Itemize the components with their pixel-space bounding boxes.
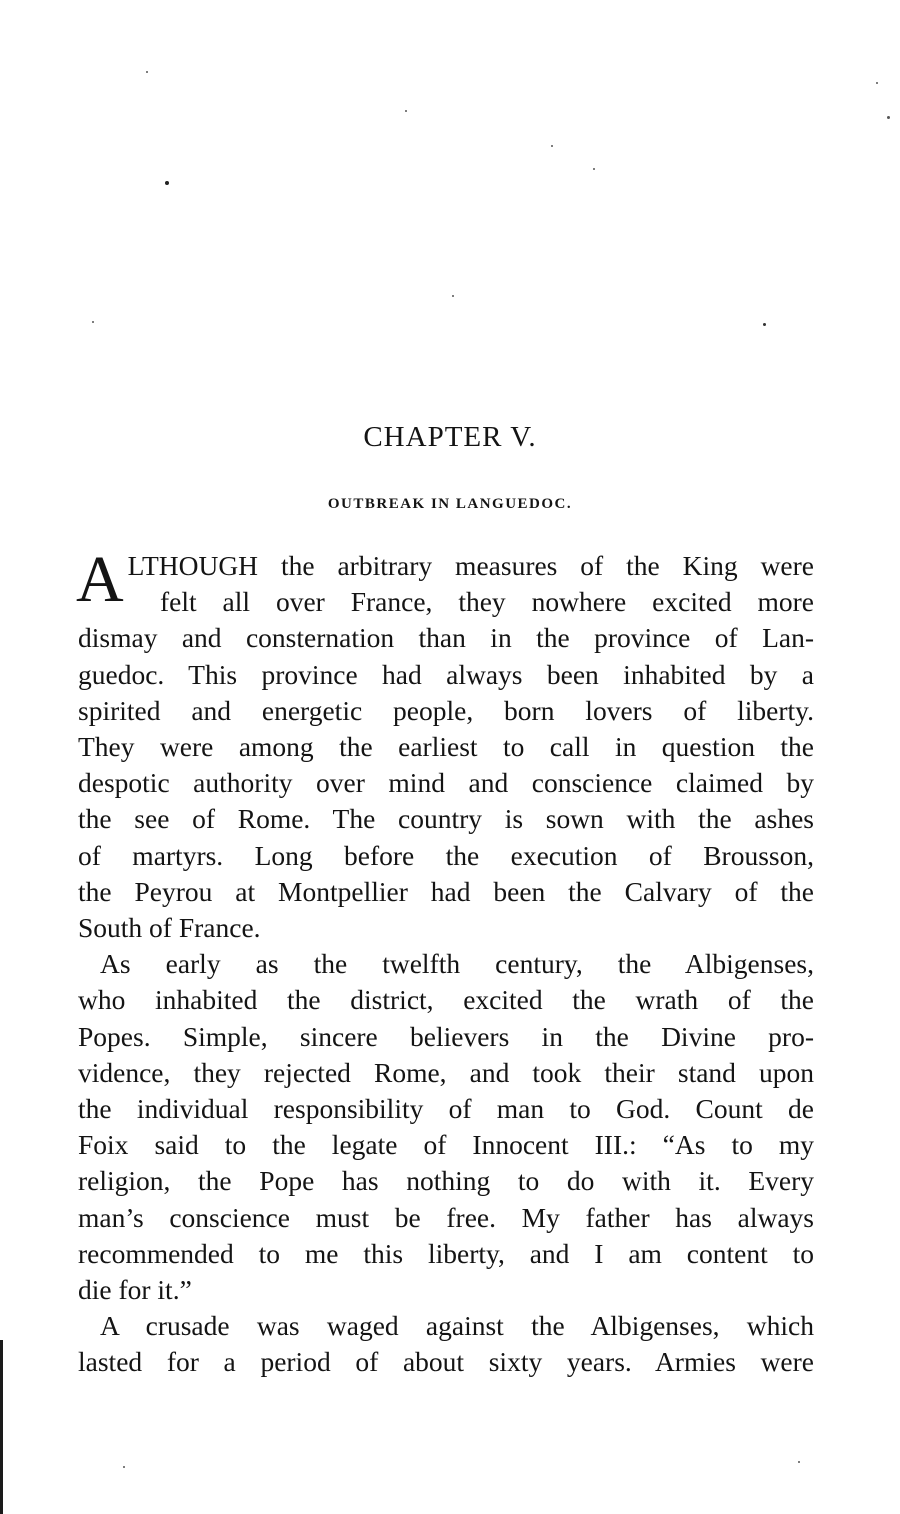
text-line: As early as the twelfth century, the Albigenses,	[100, 948, 814, 980]
text-line: recommended to me this liberty, and I am content to	[78, 1237, 814, 1269]
text-line: dismay and consternation than in the province of Lan-	[78, 622, 814, 654]
text-line: A crusade was waged against the Albigenses, which	[100, 1310, 814, 1342]
text-line: the see of Rome. The country is sown with the ashes	[78, 803, 814, 835]
text-line: the Peyrou at Montpellier had been the Calvary of the	[78, 875, 814, 907]
scan-speck	[763, 323, 766, 326]
paragraph-2	[78, 946, 814, 1308]
scan-speck	[593, 168, 595, 170]
page-edge-shadow	[0, 1340, 3, 1514]
text-line: who inhabited the district, excited the wrath of the	[78, 984, 814, 1016]
text-line: Popes. Simple, sincere believers in the Divine pro-	[78, 1020, 814, 1052]
paragraph-3	[78, 1308, 814, 1380]
scan-speck	[123, 1466, 125, 1468]
text-line: vidence, they rejected Rome, and took their stand upon	[78, 1056, 814, 1088]
text-line: spirited and energetic people, born lovers of liberty.	[78, 694, 814, 726]
paragraph-1	[76, 543, 814, 946]
scan-speck	[551, 145, 553, 147]
text-line: Foix said to the legate of Innocent III.: “As to my	[78, 1129, 814, 1161]
text-line: lasted for a period of about sixty years. Armies were	[78, 1346, 814, 1378]
scan-speck	[165, 181, 169, 185]
scan-speck	[887, 116, 890, 119]
body-text	[76, 543, 814, 1381]
scan-speck	[798, 1461, 800, 1463]
scan-speck	[876, 82, 878, 84]
text-line: of martyrs. Long before the execution of Brousson,	[78, 839, 814, 871]
scan-speck	[452, 295, 454, 297]
chapter-subtitle: OUTBREAK IN LANGUEDOC.	[327, 496, 573, 512]
chapter-title: CHAPTER V.	[363, 421, 537, 453]
text-line: die for it.”	[78, 1274, 192, 1306]
drop-cap: A	[76, 543, 124, 616]
text-line: felt all over France, they nowhere excited more	[160, 586, 814, 618]
text-line: man’s conscience must be free. My father has always	[78, 1201, 814, 1233]
text-line: religion, the Pope has nothing to do with it. Every	[78, 1165, 814, 1197]
text-line: guedoc. This province had always been inhabited by a	[78, 658, 814, 690]
text-line: South of France.	[78, 912, 261, 944]
text-line: the individual responsibility of man to God. Count de	[78, 1093, 814, 1125]
scan-speck	[92, 321, 94, 323]
text-line: despotic authority over mind and conscience claimed by	[78, 767, 814, 799]
scan-speck	[146, 71, 148, 73]
text-line: They were among the earliest to call in question the	[78, 731, 814, 763]
scan-speck	[405, 110, 407, 112]
text-line: LTHOUGH the arbitrary measures of the King were	[127, 550, 814, 581]
